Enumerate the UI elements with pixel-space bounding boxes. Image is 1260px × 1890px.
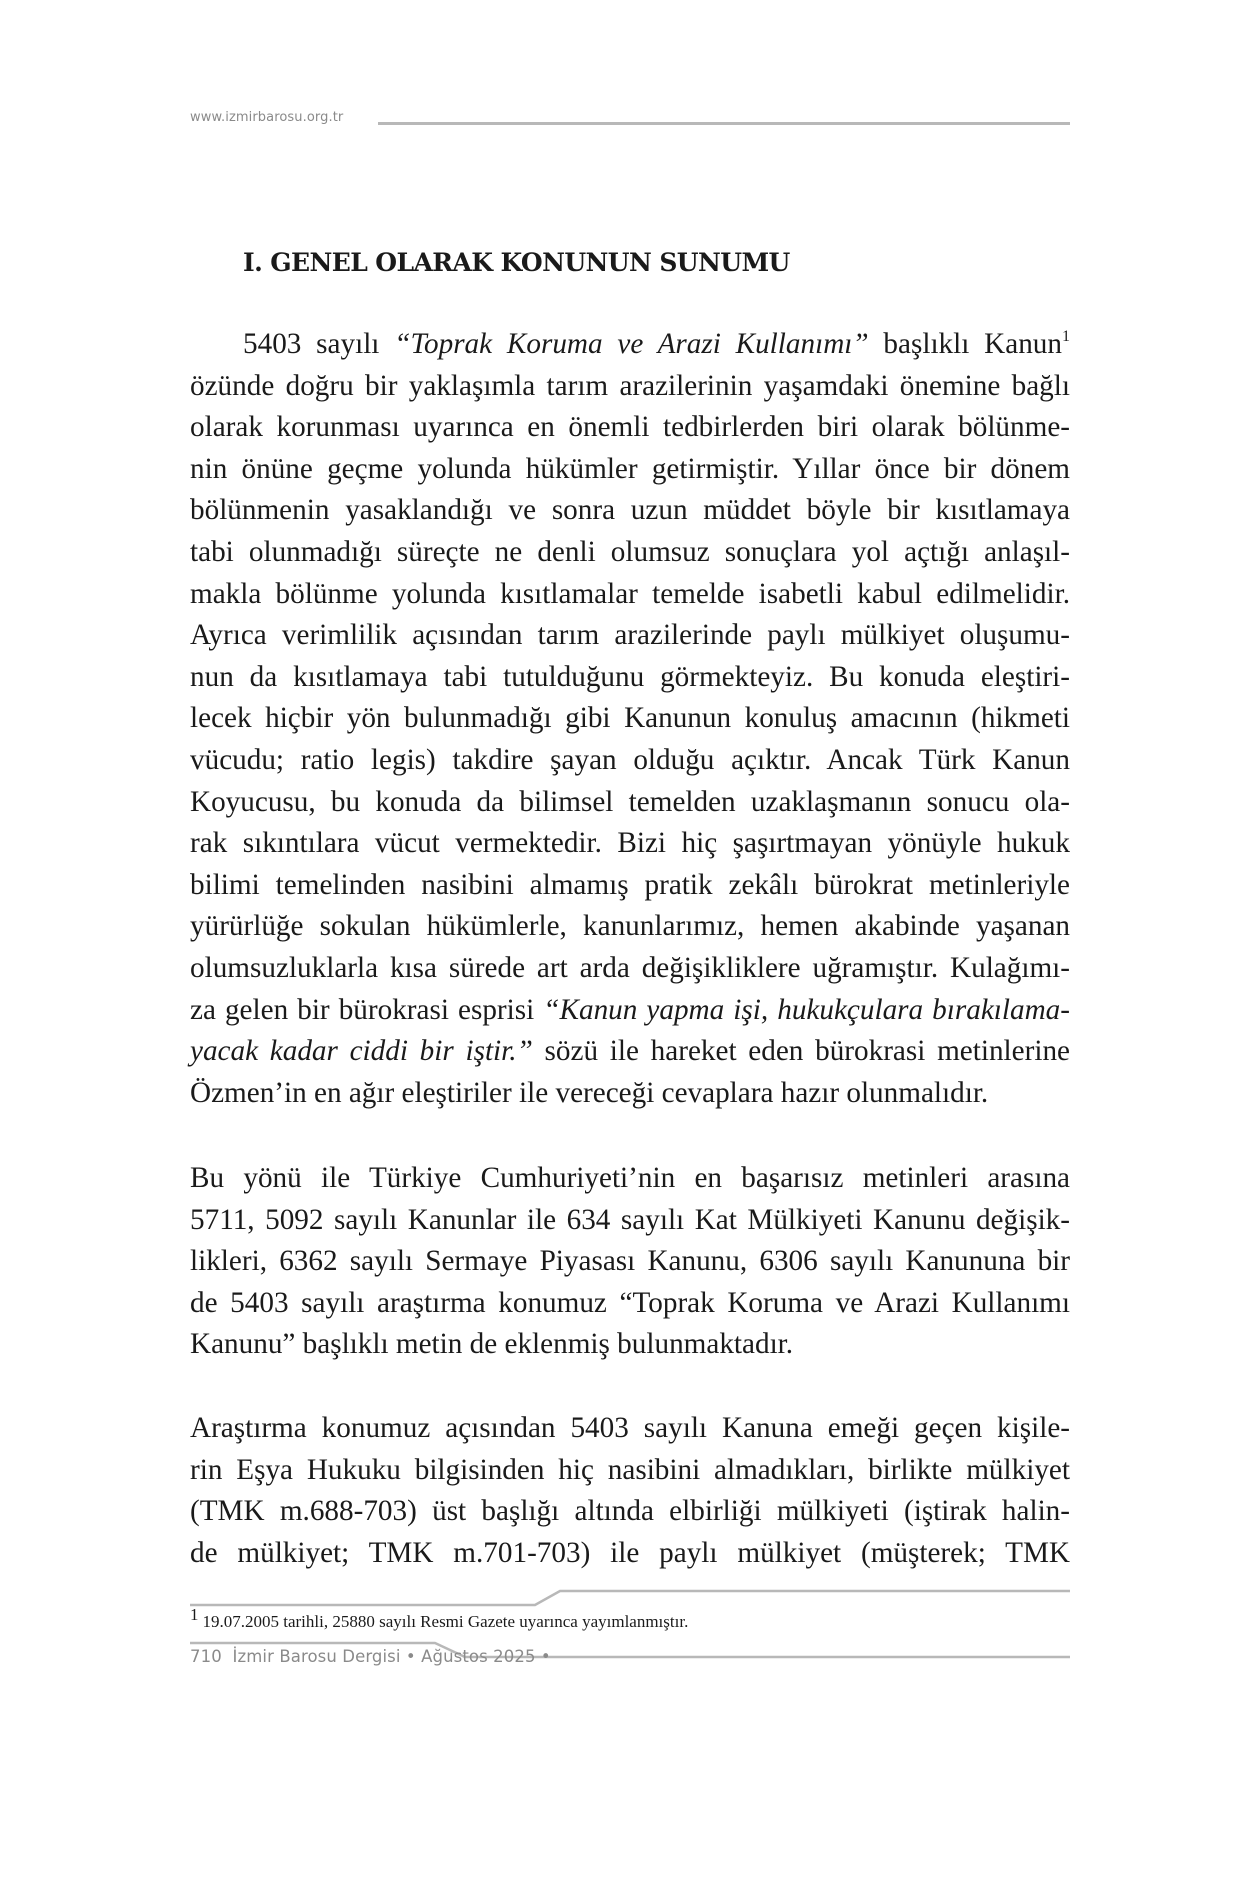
text-line: rin Eşya Hukuku bilgisinden hiç nasibini almadıkları, birlikte mülkiyet xyxy=(190,1453,1070,1486)
issue-date: Ağustos 2025 xyxy=(421,1647,536,1666)
header-rule xyxy=(378,122,1070,125)
text-line: Bu yönü ile Türkiye Cumhuriyeti’nin en başarısız metinleri arasına xyxy=(190,1162,1070,1194)
footnote-separator xyxy=(190,1588,1070,1608)
text-line: 5403 sayılı “Toprak Koruma ve Arazi Kullanımı” başlıklı Kanun$^1$ xyxy=(243,328,1070,360)
footnote-number: 1 xyxy=(190,1605,199,1624)
text-line: Koyucusu, bu konuda da bilimsel temelden uzaklaşmanın sonucu ola- xyxy=(190,785,1070,818)
text-line: za gelen bir bürokrasi esprisi “Kanun yapma işi, hukukçulara bırakılama- xyxy=(190,993,1070,1026)
text-line: olarak korunması uyarınca en önemli tedbirlerden biri olarak bölünme- xyxy=(190,411,1070,444)
footnote-text: 19.07.2005 tarihli, 25880 sayılı Resmi Gazete uyarınca yayımlanmıştır. xyxy=(202,1612,689,1631)
text-line: Özmen’in en ağır eleştiriler ile vereceği cevaplara hazır olunmalıdır. xyxy=(190,1076,989,1109)
section-heading: I. GENEL OLARAK KONUNUN SUNUMU xyxy=(243,248,790,277)
text-line: rak sıkıntılara vücut vermektedir. Bizi hiç şaşırtmayan yönüyle hukuk xyxy=(190,827,1070,860)
footer-trailing-bullet: • xyxy=(540,1647,551,1666)
text-line: bilimi temelinden nasibini almamış pratik zekâlı bürokrat metinleriyle xyxy=(190,868,1070,901)
page-number: 710 xyxy=(190,1647,222,1666)
text-line: vücudu; ratio legis) takdire şayan olduğu açıktır. Ancak Türk Kanun xyxy=(190,743,1070,776)
text-line: Ayrıca verimlilik açısından tarım arazilerinde paylı mülkiyet oluşumu- xyxy=(190,619,1070,652)
footnote xyxy=(190,1605,689,1632)
footnote-reference[interactable]: 1 xyxy=(1061,328,1070,345)
text-line: Araştırma konumuz açısından 5403 sayılı Kanuna emeği geçen kişile- xyxy=(190,1412,1070,1444)
text-line: tabi olunmadığı süreçte ne denli olumsuz sonuçlara yol açtığı anlaşıl- xyxy=(190,535,1070,568)
text-line: bölünmenin yasaklandığı ve sonra uzun müddet böyle bir kısıtlamaya xyxy=(190,494,1070,527)
paragraph-3 xyxy=(190,1408,1070,1574)
text-line: (TMK m.688-703) üst başlığı altında elbirliği mülkiyeti (iştirak halin- xyxy=(190,1495,1070,1528)
text-line: de mülkiyet; TMK m.701-703) ile paylı mülkiyet (müşterek; TMK xyxy=(190,1536,1070,1569)
text-line: likleri, 6362 sayılı Sermaye Piyasası Kanunu, 6306 sayılı Kanununa bir xyxy=(190,1245,1070,1278)
paragraph-1 xyxy=(190,324,1070,1114)
text-line: nun da kısıtlamaya tabi tutulduğunu görmekteyiz. Bu konuda eleştiri- xyxy=(190,660,1070,693)
text-line: de 5403 sayılı araştırma konumuz “Toprak Koruma ve Arazi Kullanımı xyxy=(190,1286,1070,1319)
paragraph-2 xyxy=(190,1158,1070,1366)
page-footer xyxy=(190,1647,551,1666)
text-line: makla bölünme yolunda kısıtlamalar temelde isabetli kabul edilmelidir. xyxy=(190,577,1070,610)
text-line: yürürlüğe sokulan hükümlerle, kanunlarımız, hemen akabinde yaşanan xyxy=(190,910,1070,943)
text-line: Kanunu” başlıklı metin de eklenmiş bulunmaktadır. xyxy=(190,1328,794,1361)
text-line: olumsuzluklarla kısa sürede art arda değişikliklere uğramıştır. Kulağımı- xyxy=(190,951,1070,984)
header-url: www.izmirbarosu.org.tr xyxy=(190,110,344,125)
text-line: yacak kadar ciddi bir iştir.” sözü ile hareket eden bürokrasi metinlerine xyxy=(190,1035,1070,1068)
journal-name: İzmir Barosu Dergisi xyxy=(232,1647,401,1666)
text-line: 5711, 5092 sayılı Kanunlar ile 634 sayılı Kat Mülkiyeti Kanunu değişik- xyxy=(190,1203,1070,1236)
page-header xyxy=(190,110,1070,134)
text-line: nin önüne geçme yolunda hükümler getirmiştir. Yıllar önce bir dönem xyxy=(190,452,1070,485)
text-line: lecek hiçbir yön bulunmadığı gibi Kanunun konuluş amacının (hikmeti xyxy=(190,702,1070,735)
text-line: özünde doğru bir yaklaşımla tarım arazilerinin yaşamdaki önemine bağlı xyxy=(190,369,1070,402)
footer-separator: • xyxy=(405,1647,416,1666)
